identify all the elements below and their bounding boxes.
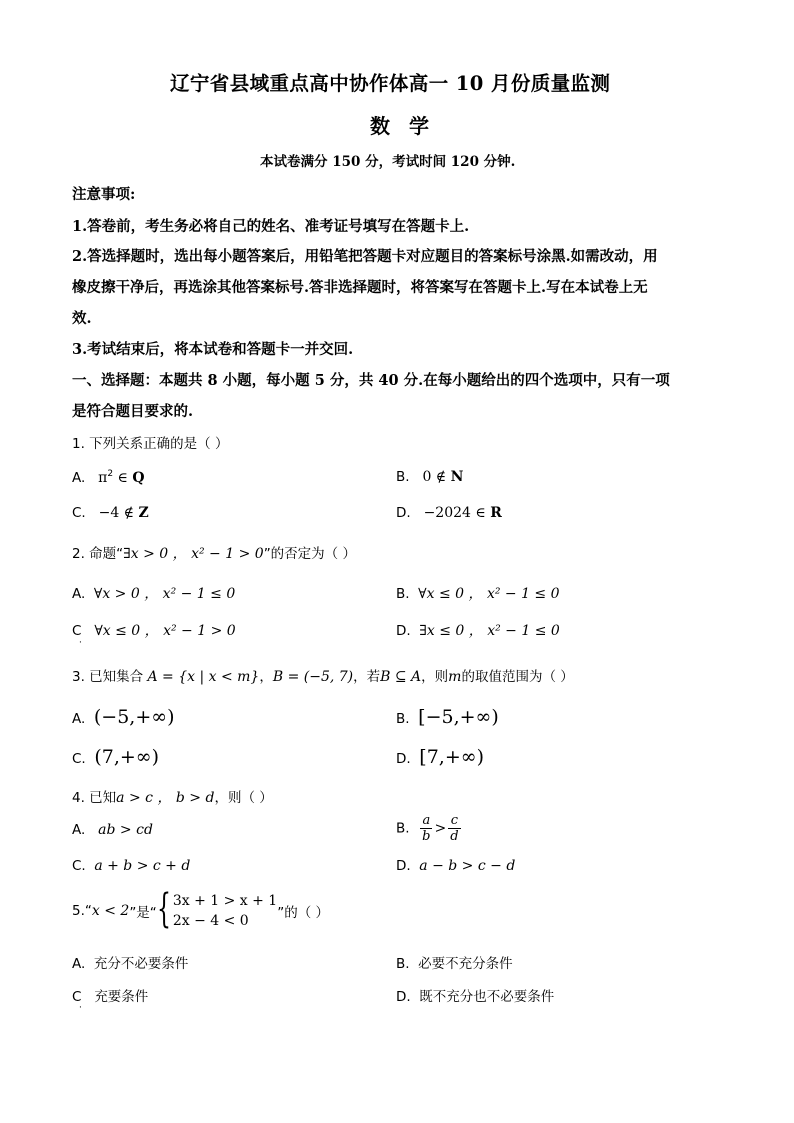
option-math: −2024: [423, 505, 471, 521]
option-set: R: [490, 505, 502, 521]
brace-glyph: {: [156, 886, 171, 932]
stem-text: ，若: [353, 669, 381, 685]
option-label: C: [72, 989, 82, 1005]
option-label: D.: [396, 623, 411, 639]
option-math: π: [98, 470, 108, 486]
question-3-option-b: [396, 706, 499, 728]
section-heading-line-1: 一、选择题：本题共 8 小题，每小题 5 分，共 40 分.在每小题给出的四个选项中，只有一项: [72, 372, 670, 389]
option-label: B.: [396, 711, 410, 727]
stem-text: ”的否定为（ ）: [263, 546, 356, 562]
option-rel: ∉: [431, 469, 451, 485]
option-label: B.: [396, 956, 410, 972]
option-label: D.: [396, 505, 411, 521]
option-label: D.: [396, 989, 411, 1005]
section-heading-line-2: 是符合题目要求的.: [72, 403, 194, 420]
question-3-option-d: [396, 746, 484, 768]
stem-math: A = {x | x < m}: [147, 669, 260, 685]
question-5-option-d: [396, 985, 554, 1005]
option-text: 充要条件: [94, 989, 149, 1005]
fraction-numerator: a: [420, 813, 432, 829]
stem-text: ”是“: [129, 905, 157, 921]
stray-dot: ·: [79, 1003, 82, 1013]
option-math: a − b > c − d: [419, 858, 516, 874]
question-2-option-c: [72, 620, 236, 640]
notice-item-1: 1.答卷前，考生务必将自己的姓名、准考证号填写在答题卡上.: [72, 218, 470, 235]
option-set: Q: [132, 470, 145, 486]
option-label: B.: [396, 586, 410, 602]
option-text: 既不充分也不必要条件: [419, 989, 555, 1005]
question-5-option-a: [72, 952, 188, 972]
option-label: A.: [72, 470, 86, 486]
option-label: B.: [396, 820, 410, 837]
inequality-system: [156, 886, 278, 932]
stem-text: ，则: [421, 669, 449, 685]
option-math: ∀x > 0 ， x² − 1 ≤ 0: [93, 586, 236, 602]
stem-math: m: [448, 669, 462, 685]
fraction-c-over-d: [448, 813, 460, 844]
fraction-denominator: b: [422, 829, 431, 844]
question-4-option-a: [72, 822, 153, 838]
option-math: ∃x ≤ 0 ， x² − 1 ≤ 0: [419, 623, 560, 639]
option-rel: ∈: [470, 505, 491, 521]
option-label: D.: [396, 858, 411, 874]
stem-math: ∃x > 0 ， x² − 1 > 0: [123, 546, 264, 562]
question-5-option-c: [72, 985, 148, 1005]
question-5-option-b: [396, 952, 513, 972]
fraction-numerator: c: [448, 813, 460, 829]
option-rel: ∉: [119, 505, 139, 521]
system-row-2: 2x − 4 < 0: [172, 913, 249, 929]
option-label: B.: [396, 469, 410, 485]
question-3-option-a: [72, 706, 175, 728]
option-rel: >: [434, 820, 447, 837]
notice-item-2-line-3: 效.: [72, 310, 92, 327]
notice-item-2-line-1: 2.答选择题时，选出每小题答案后，用铅笔把答题卡对应题目的答案标号涂黑.如需改动，用: [72, 248, 658, 265]
option-text: 充分不必要条件: [93, 956, 189, 972]
question-3-option-c: [72, 746, 159, 768]
option-math: [−5,+∞): [418, 706, 499, 728]
stem-text: 3. 已知集合: [72, 669, 144, 685]
question-2-option-a: [72, 583, 235, 603]
stem-text: ，: [259, 669, 273, 685]
question-4-option-b: [396, 813, 463, 844]
option-set: Z: [138, 505, 149, 521]
notice-item-2-line-2: 橡皮擦干净后，再选涂其他答案标号.答非选择题时，将答案写在答题卡上.写在本试卷上无: [72, 279, 648, 296]
question-1-stem: 1. 下列关系正确的是（ ）: [72, 436, 229, 452]
question-4-option-c: [72, 858, 190, 874]
option-set: N: [450, 469, 464, 485]
option-label: A.: [72, 711, 86, 727]
option-rel: ∈: [113, 470, 133, 486]
stem-text: ，则（ ）: [214, 790, 273, 806]
option-text: 必要不充分条件: [418, 956, 513, 972]
stem-text: 5.“: [72, 903, 92, 919]
option-label: A.: [72, 822, 86, 838]
option-math: ∀x ≤ 0 ， x² − 1 > 0: [94, 623, 236, 639]
stem-math: x < 2: [91, 903, 130, 919]
question-1-option-b: [396, 469, 463, 485]
question-1-option-d: [396, 505, 502, 521]
option-label: C.: [72, 505, 86, 521]
exam-title: 辽宁省县域重点高中协作体高一 10 月份质量监测: [170, 72, 611, 95]
question-2-option-b: [396, 583, 560, 603]
option-label: A.: [72, 586, 86, 602]
stem-text: 的取值范围为（ ）: [461, 669, 574, 685]
option-label: A.: [72, 956, 86, 972]
exam-info: 本试卷满分 150 分，考试时间 120 分钟.: [260, 154, 516, 170]
stem-math: B = (−5, 7): [272, 669, 354, 685]
question-5-stem: [72, 886, 330, 932]
option-math: ab > cd: [98, 822, 153, 838]
stem-text: 2. 命题“: [72, 546, 124, 562]
option-math: −4: [98, 505, 120, 521]
option-math: ∀x ≤ 0 ， x² − 1 ≤ 0: [418, 586, 560, 602]
option-math: a + b > c + d: [94, 858, 191, 874]
stray-dot: ·: [79, 638, 82, 648]
option-label: C: [72, 623, 82, 639]
option-sup: 2: [107, 469, 114, 479]
option-math: (−5,+∞): [93, 706, 175, 728]
option-label: C.: [72, 858, 86, 874]
question-4-stem: [72, 786, 273, 807]
option-label: D.: [396, 751, 411, 767]
question-2-stem: [72, 542, 356, 563]
question-3-stem: [72, 665, 574, 685]
stem-text: ”的（ ）: [277, 905, 330, 921]
option-label: C.: [72, 751, 86, 767]
subject-title: 数 学: [370, 114, 435, 138]
question-1-option-a: [72, 469, 145, 486]
option-math: (7,+∞): [94, 746, 160, 768]
option-math: [7,+∞): [419, 746, 484, 768]
fraction-denominator: d: [450, 829, 459, 844]
stem-math: B ⊆ A: [380, 669, 422, 685]
question-4-option-d: [396, 858, 515, 874]
option-math: 0: [422, 469, 432, 485]
stem-text: 4. 已知: [72, 790, 117, 806]
stem-math: a > c ， b > d: [116, 790, 215, 806]
system-row-1: 3x + 1 > x + 1: [172, 893, 278, 909]
notice-heading: 注意事项:: [72, 186, 136, 203]
question-2-option-d: [396, 620, 560, 640]
notice-item-3: 3.考试结束后，将本试卷和答题卡一并交回.: [72, 341, 354, 358]
fraction-a-over-b: [420, 813, 432, 844]
question-1-option-c: [72, 505, 149, 521]
